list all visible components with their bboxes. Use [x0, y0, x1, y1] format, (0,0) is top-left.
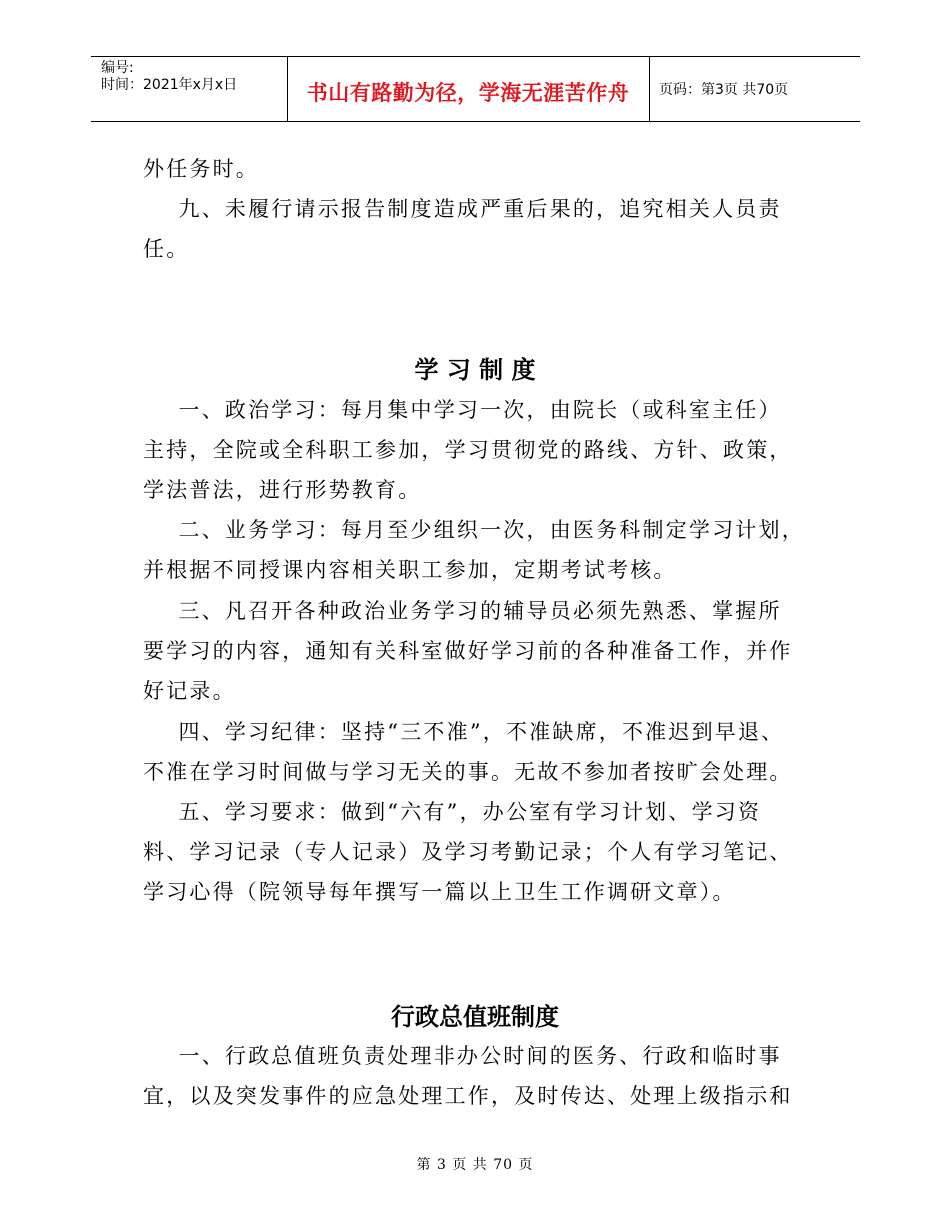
text-line: 三、凡召开各种政治业务学习的辅导员必须先熟悉、掌握所: [143, 599, 782, 623]
header-divider: [649, 57, 650, 121]
text-line: 二、业务学习：每月至少组织一次，由医务科制定学习计划，: [143, 518, 805, 542]
text-line: 好记录。: [143, 679, 236, 703]
header-page-info: 页码：第3页 共70页: [659, 82, 789, 98]
page-footer: 第 3 页 共 70 页: [416, 1157, 534, 1173]
text-line: 外任务时。: [143, 157, 259, 181]
header-number: 编号:: [101, 60, 134, 76]
text-line: 要学习的内容，通知有关科室做好学习前的各种准备工作，并作: [143, 639, 793, 663]
text-line: 一、行政总值班负责处理非办公时间的医务、行政和临时事: [143, 1044, 782, 1068]
paragraph: [143, 712, 823, 792]
paragraph: [143, 1036, 823, 1116]
text-line: 四、学习纪律：坚持“三不准”，不准缺席，不准迟到早退、: [143, 720, 785, 744]
text-line: 一、政治学习：每月集中学习一次，由院长（或科室主任）: [143, 398, 782, 422]
header-time: 时间：2021年x月x日: [101, 77, 238, 93]
text-line: 料、学习记录（专人记录）及学习考勤记录；个人有学习笔记、: [143, 840, 793, 864]
text-line: 不准在学习时间做与学习无关的事。无故不参加者按旷会处理。: [143, 760, 793, 784]
section-title: 行政总值班制度: [391, 1003, 559, 1031]
header-table: [91, 56, 860, 122]
paragraph: [143, 792, 823, 912]
header-meta: [101, 60, 237, 94]
paragraph: [143, 189, 823, 269]
text-line: 学法普法，进行形势教育。: [143, 478, 422, 502]
header-motto: 书山有路勤为径，学海无涯苦作舟: [306, 81, 630, 105]
text-line: 学习心得（院领导每年撰写一篇以上卫生工作调研文章）。: [143, 880, 736, 904]
paragraph: [143, 390, 823, 510]
text-line: 并根据不同授课内容相关职工参加，定期考试考核。: [143, 558, 677, 582]
text-line: 主持，全院或全科职工参加，学习贯彻党的路线、方针、政策，: [143, 438, 793, 462]
text-line: 九、未履行请示报告制度造成严重后果的，追究相关人员责: [143, 197, 782, 221]
text-line: 五、学习要求：做到“六有”，办公室有学习计划、学习资: [143, 800, 762, 824]
paragraph: [143, 149, 823, 189]
paragraph: [143, 510, 823, 590]
text-line: 任。: [143, 237, 190, 261]
paragraph: [143, 591, 823, 711]
section-title: 学 习 制 度: [414, 356, 536, 384]
text-line: 宜，以及突发事件的应急处理工作，及时传达、处理上级指示和: [143, 1084, 793, 1108]
